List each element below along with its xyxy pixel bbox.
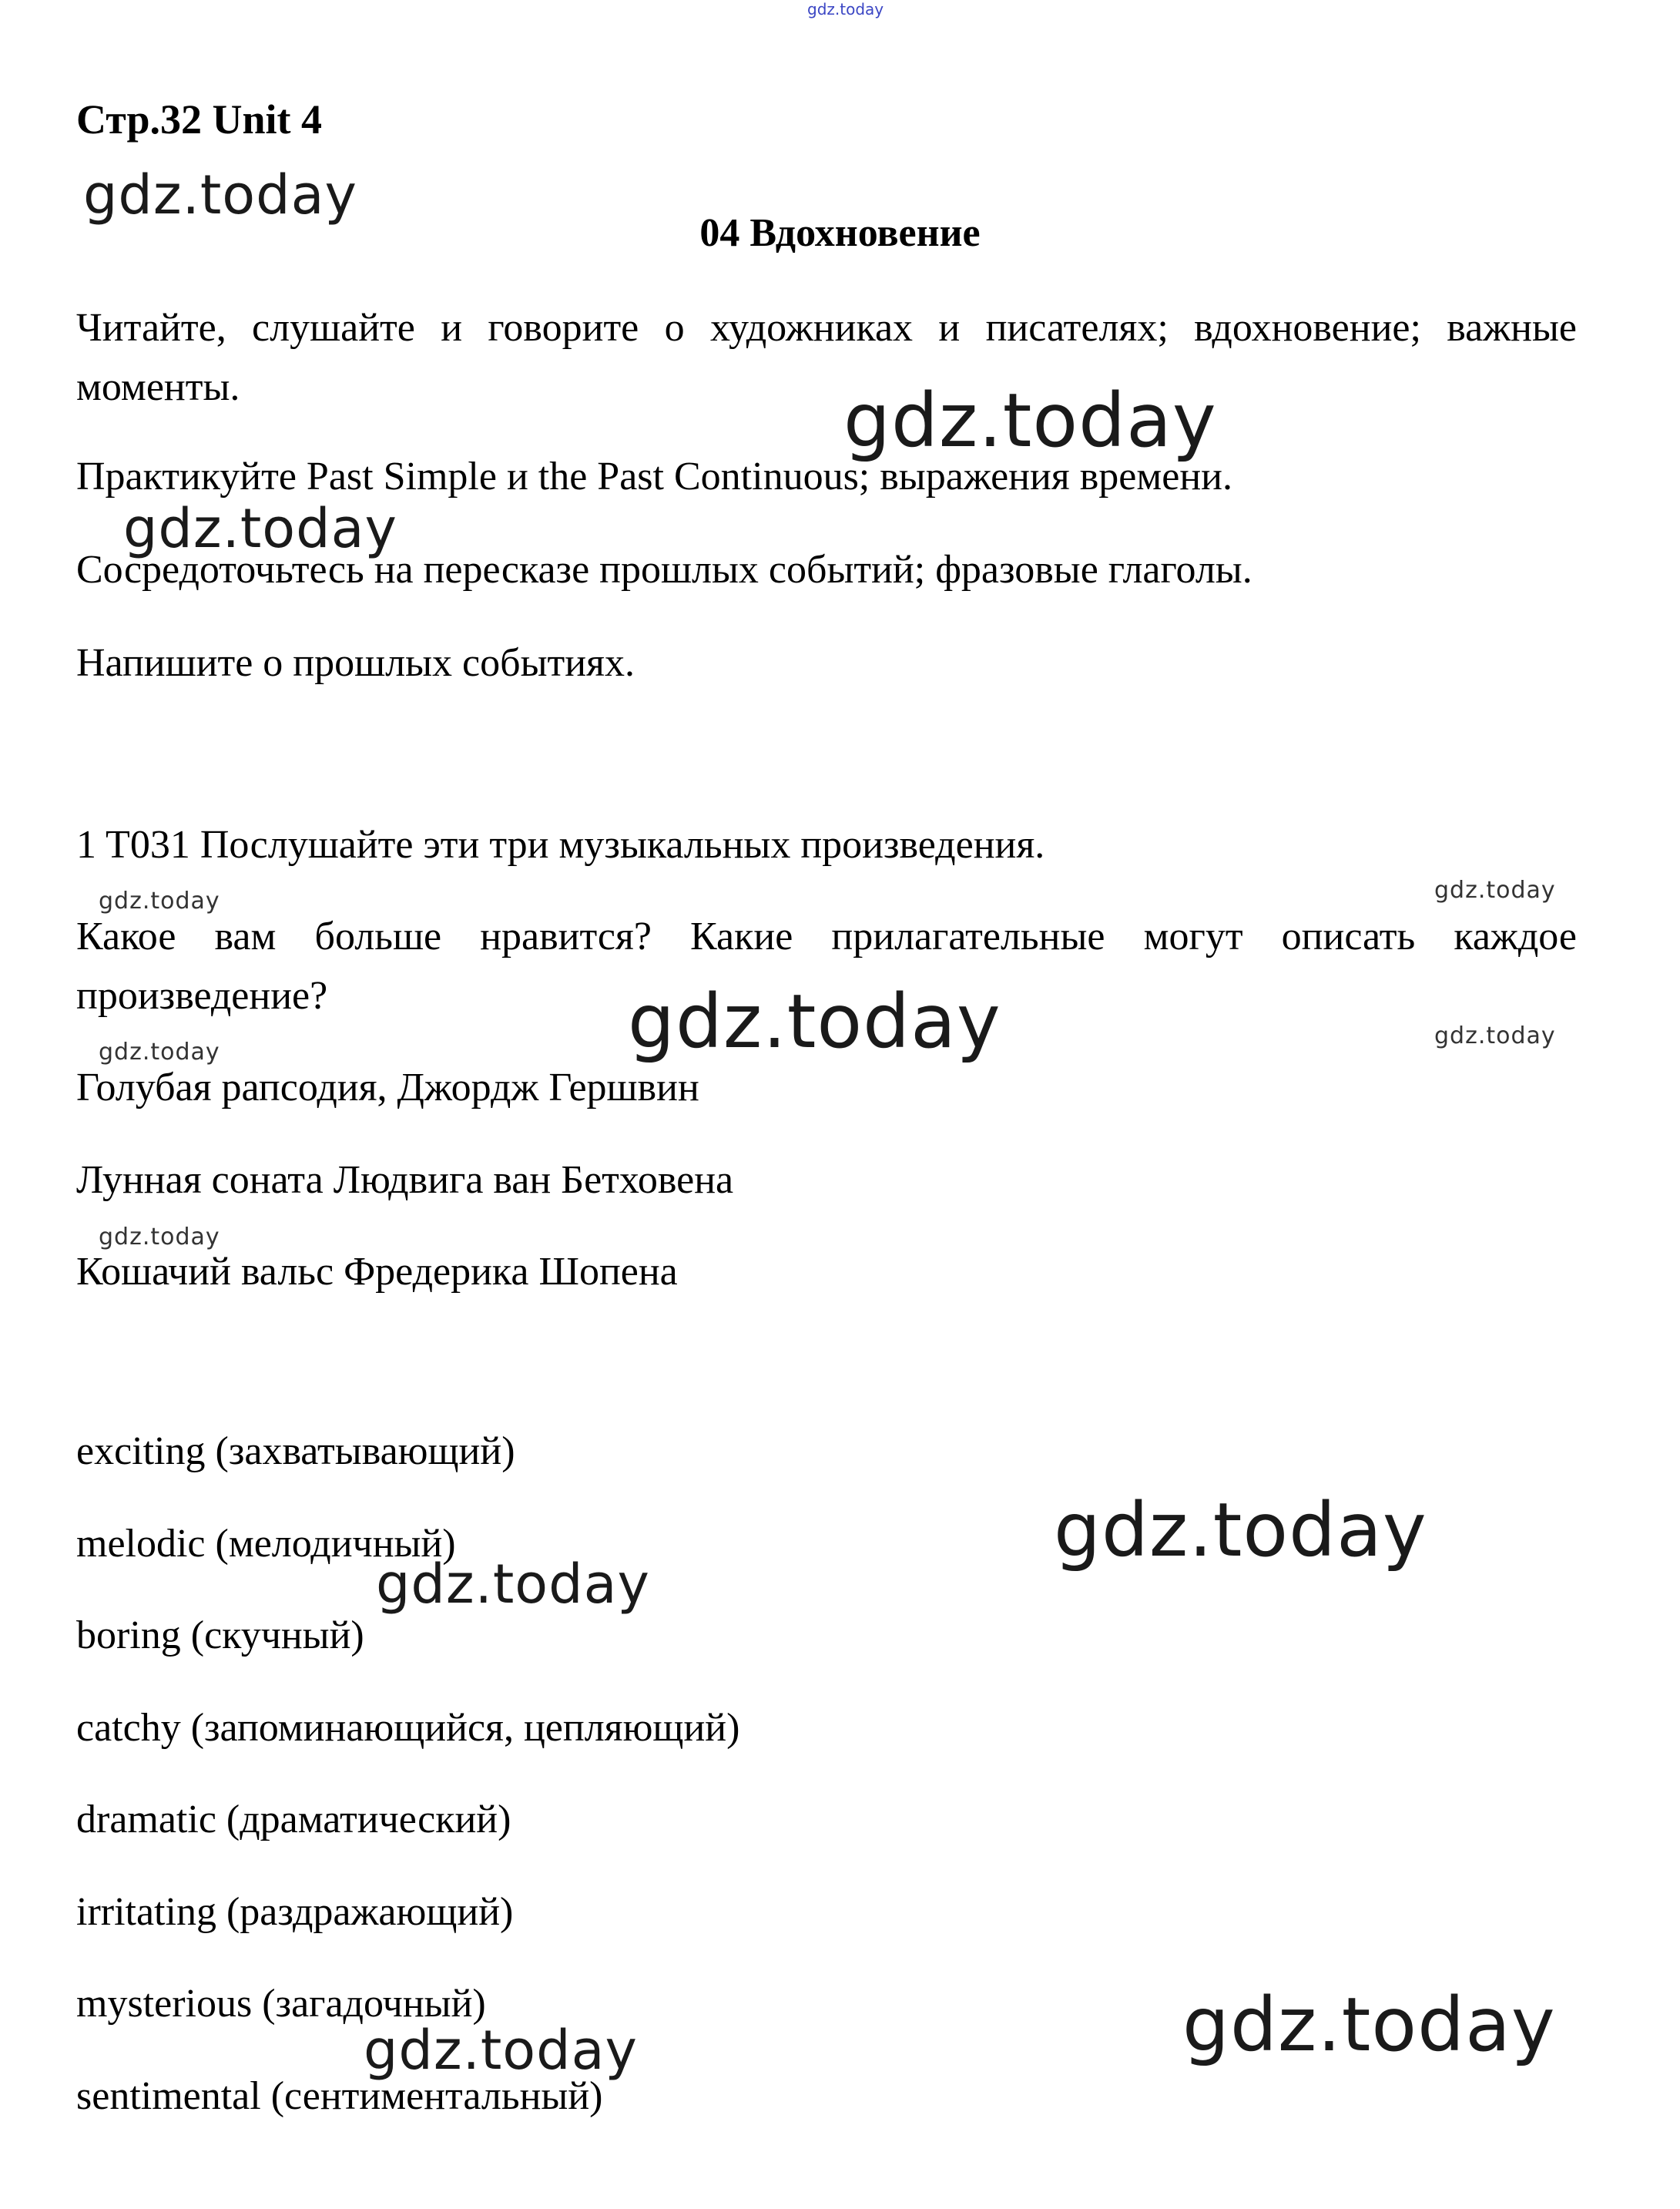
watermark: gdz.today — [99, 888, 220, 915]
intro-paragraph: Напишите о прошлых событиях. — [76, 641, 635, 685]
adjective-item: irritating (раздражающий) — [76, 1890, 514, 1934]
music-piece: Голубая рапсодия, Джордж Гершвин — [76, 1066, 699, 1110]
adjective-item: catchy (запоминающийся, цепляющий) — [76, 1706, 740, 1750]
adjective-item: sentimental (сентиментальный) — [76, 2074, 603, 2118]
adjective-item: mysterious (загадочный) — [76, 1982, 486, 2026]
watermark: gdz.today — [99, 1039, 220, 1066]
watermark: gdz.today — [1182, 1982, 1556, 2068]
task-question: Какое вам больше нравится? Какие прилагательные могут описать каждое произведение? — [76, 915, 1577, 1018]
section-title: 04 Вдохновение — [699, 211, 981, 255]
music-piece: Лунная соната Людвига ван Бетховена — [76, 1158, 734, 1202]
watermark: gdz.today — [376, 1553, 650, 1616]
intro-paragraph: Сосредоточьтесь на пересказе прошлых событий; фразовые глаголы. — [76, 548, 1252, 592]
task-instruction: 1 T031 Послушайте эти три музыкальных произведения. — [76, 823, 1045, 867]
watermark: gdz.today — [1054, 1487, 1427, 1573]
adjective-item: exciting (захватывающий) — [76, 1429, 515, 1473]
watermark: gdz.today — [628, 979, 1001, 1065]
adjective-item: melodic (мелодичный) — [76, 1522, 456, 1566]
watermark: gdz.today — [843, 378, 1217, 464]
watermark: gdz.today — [83, 163, 357, 227]
watermark: gdz.today — [1434, 877, 1556, 904]
watermark: gdz.today — [99, 1224, 220, 1251]
adjective-item: dramatic (драматический) — [76, 1798, 511, 1841]
adjective-item: boring (скучный) — [76, 1613, 364, 1657]
page-heading: Стр.32 Unit 4 — [76, 96, 323, 143]
watermark: gdz.today — [1434, 1022, 1556, 1049]
intro-paragraph: Читайте, слушайте и говорите о художниках и писателях; вдохновение; важные моменты. — [76, 306, 1577, 409]
watermark: gdz.today — [123, 497, 397, 560]
intro-paragraph: Практикуйте Past Simple и the Past Continuous; выражения времени. — [76, 455, 1232, 499]
watermark: gdz.today — [364, 2019, 638, 2082]
music-piece: Кошачий вальс Фредерика Шопена — [76, 1250, 678, 1294]
top-watermark: gdz.today — [807, 0, 884, 18]
